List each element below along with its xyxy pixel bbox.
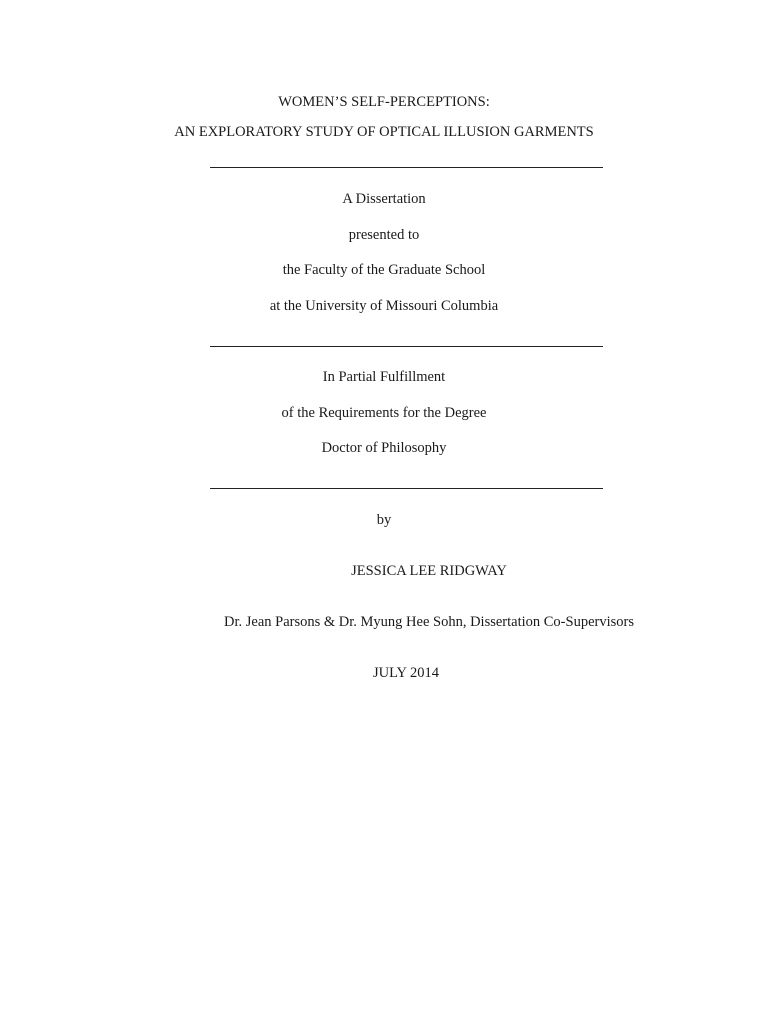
date-text: JULY 2014 — [372, 665, 440, 681]
fulfillment-text: In Partial Fulfillment — [322, 369, 446, 385]
by-label: by — [376, 512, 392, 528]
degree-text: Doctor of Philosophy — [321, 440, 447, 456]
supervisors-text: Dr. Jean Parsons & Dr. Myung Hee Sohn, Dissertation Co-Supervisors — [223, 614, 634, 630]
university-text: at the University of Missouri Columbia — [269, 298, 499, 314]
separator-rule-1 — [210, 167, 603, 168]
dissertation-title-line-2: AN EXPLORATORY STUDY OF OPTICAL ILLUSION GARMENTS — [174, 124, 594, 140]
dissertation-title-line-1: WOMEN’S SELF-PERCEPTIONS: — [278, 94, 490, 110]
requirements-text: of the Requirements for the Degree — [281, 405, 487, 421]
dissertation-label: A Dissertation — [342, 191, 426, 207]
author-name: JESSICA LEE RIDGWAY — [351, 563, 507, 579]
separator-rule-3 — [210, 488, 603, 489]
presented-to-text: presented to — [348, 227, 420, 243]
separator-rule-2 — [210, 346, 603, 347]
faculty-text: the Faculty of the Graduate School — [282, 262, 486, 278]
